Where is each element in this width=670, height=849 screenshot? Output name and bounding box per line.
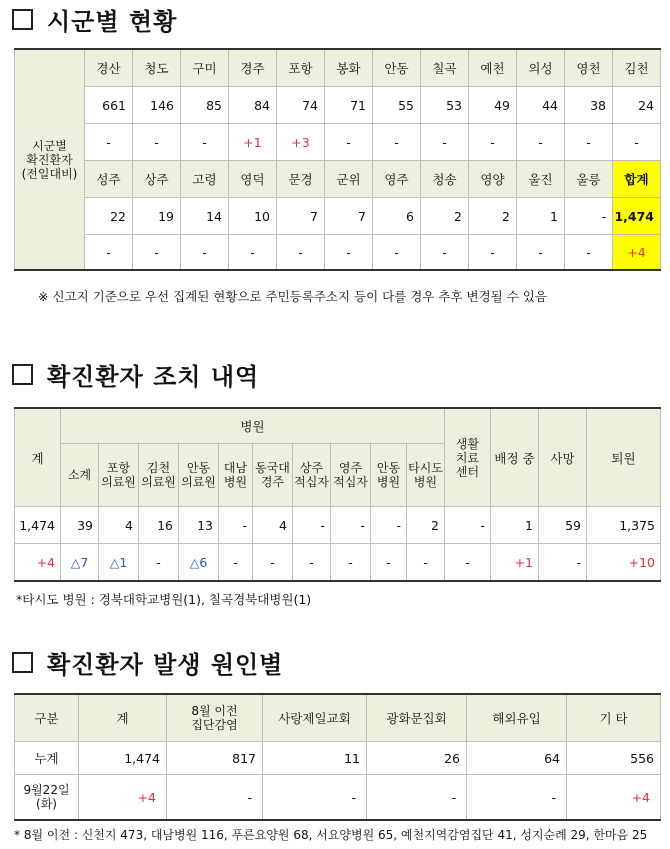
cause-header: 구분 bbox=[15, 694, 79, 742]
table-row bbox=[15, 87, 661, 124]
cause-date-label: 9월22일 (화) bbox=[15, 775, 79, 821]
region-count: 38 bbox=[565, 87, 613, 124]
region-count: 10 bbox=[229, 198, 277, 235]
hospital-col: 김천 의료원 bbox=[139, 444, 179, 507]
hospital-col: 타시도 병원 bbox=[407, 444, 445, 507]
region-name: 경주 bbox=[229, 49, 277, 87]
region-count: 661 bbox=[85, 87, 133, 124]
region-change: - bbox=[133, 235, 181, 271]
measures-table bbox=[14, 407, 661, 582]
hospital-col: 소계 bbox=[61, 444, 99, 507]
table-row bbox=[15, 124, 661, 161]
measure-count: - bbox=[371, 507, 407, 544]
cause-header: 사랑제일교회 bbox=[263, 694, 367, 742]
region-name: 청송 bbox=[421, 161, 469, 198]
measure-count: - bbox=[331, 507, 371, 544]
region-change: - bbox=[469, 235, 517, 271]
region-name: 영덕 bbox=[229, 161, 277, 198]
hospital-col: 영주 적십자 bbox=[331, 444, 371, 507]
measure-change: - bbox=[253, 544, 293, 582]
region-change: - bbox=[421, 124, 469, 161]
measure-change: △7 bbox=[61, 544, 99, 582]
measure-count: 2 bbox=[407, 507, 445, 544]
region-name: 울릉 bbox=[565, 161, 613, 198]
cause-header: 8월 이전 집단감염 bbox=[167, 694, 263, 742]
cause-date-value: - bbox=[367, 775, 467, 821]
region-name: 상주 bbox=[133, 161, 181, 198]
checkbox-square-icon bbox=[12, 652, 33, 673]
region-name: 예천 bbox=[469, 49, 517, 87]
hospital-col: 동국대 경주 bbox=[253, 444, 293, 507]
table-row bbox=[15, 408, 661, 444]
measure-change: △1 bbox=[99, 544, 139, 582]
hospital-col: 포항 의료원 bbox=[99, 444, 139, 507]
col-death: 사망 bbox=[539, 408, 587, 507]
region-change: - bbox=[517, 124, 565, 161]
region-count: 6 bbox=[373, 198, 421, 235]
col-discharge: 퇴원 bbox=[587, 408, 661, 507]
section-title-measures: 확진환자 조치 내역 bbox=[12, 357, 259, 392]
table-row bbox=[15, 198, 661, 235]
measure-count: 59 bbox=[539, 507, 587, 544]
region-name: 군위 bbox=[325, 161, 373, 198]
region-name: 구미 bbox=[181, 49, 229, 87]
region-count: 7 bbox=[325, 198, 373, 235]
cause-header: 해외유입 bbox=[467, 694, 567, 742]
cause-date-value: +4 bbox=[567, 775, 661, 821]
table-row bbox=[15, 507, 661, 544]
cause-header: 계 bbox=[79, 694, 167, 742]
causes-table bbox=[14, 693, 661, 821]
cause-header: 기 타 bbox=[567, 694, 661, 742]
region-name: 경산 bbox=[85, 49, 133, 87]
region-change: - bbox=[181, 124, 229, 161]
region-change: - bbox=[181, 235, 229, 271]
cause-cumulative: 556 bbox=[567, 742, 661, 775]
region-count: 44 bbox=[517, 87, 565, 124]
measure-change: - bbox=[331, 544, 371, 582]
cause-date-value: - bbox=[167, 775, 263, 821]
col-hospital: 병원 bbox=[61, 408, 445, 444]
region-count: 2 bbox=[469, 198, 517, 235]
region-name: 고령 bbox=[181, 161, 229, 198]
region-count: - bbox=[565, 198, 613, 235]
measure-count: - bbox=[445, 507, 491, 544]
region-count: 71 bbox=[325, 87, 373, 124]
region-change: +1 bbox=[229, 124, 277, 161]
region-count: 84 bbox=[229, 87, 277, 124]
measure-change: - bbox=[445, 544, 491, 582]
region-name: 합계 bbox=[613, 161, 661, 198]
measure-change: - bbox=[139, 544, 179, 582]
cause-date-value: - bbox=[467, 775, 567, 821]
table-row bbox=[15, 161, 661, 198]
measure-count: - bbox=[219, 507, 253, 544]
region-change: +3 bbox=[277, 124, 325, 161]
region-change: +4 bbox=[613, 235, 661, 271]
region-count: 1,474 bbox=[613, 198, 661, 235]
measure-count: 1,375 bbox=[587, 507, 661, 544]
col-assign: 배정 중 bbox=[491, 408, 539, 507]
hospital-col: 안동 병원 bbox=[371, 444, 407, 507]
region-count: 49 bbox=[469, 87, 517, 124]
region-count: 74 bbox=[277, 87, 325, 124]
measure-change: +10 bbox=[587, 544, 661, 582]
regional-table bbox=[14, 48, 661, 271]
section-title-causes: 확진환자 발생 원인별 bbox=[12, 645, 283, 680]
region-change: - bbox=[469, 124, 517, 161]
hospital-col: 안동 의료원 bbox=[179, 444, 219, 507]
region-count: 2 bbox=[421, 198, 469, 235]
region-name: 칠곡 bbox=[421, 49, 469, 87]
measure-count: - bbox=[293, 507, 331, 544]
region-count: 146 bbox=[133, 87, 181, 124]
region-change: - bbox=[325, 124, 373, 161]
region-name: 봉화 bbox=[325, 49, 373, 87]
region-change: - bbox=[373, 235, 421, 271]
checkbox-square-icon bbox=[12, 364, 33, 385]
measure-count: 4 bbox=[253, 507, 293, 544]
region-count: 1 bbox=[517, 198, 565, 235]
region-name: 영천 bbox=[565, 49, 613, 87]
region-change: - bbox=[85, 235, 133, 271]
region-change: - bbox=[85, 124, 133, 161]
cause-cumulative: 26 bbox=[367, 742, 467, 775]
region-count: 7 bbox=[277, 198, 325, 235]
measure-count: 39 bbox=[61, 507, 99, 544]
region-count: 85 bbox=[181, 87, 229, 124]
region-name: 포항 bbox=[277, 49, 325, 87]
table-row bbox=[15, 235, 661, 271]
measure-change: - bbox=[539, 544, 587, 582]
region-count: 22 bbox=[85, 198, 133, 235]
measure-count: 1,474 bbox=[15, 507, 61, 544]
cause-cumulative: 11 bbox=[263, 742, 367, 775]
measure-change: - bbox=[371, 544, 407, 582]
cause-header: 광화문집회 bbox=[367, 694, 467, 742]
region-change: - bbox=[517, 235, 565, 271]
region-change: - bbox=[613, 124, 661, 161]
region-change: - bbox=[565, 124, 613, 161]
table-row bbox=[15, 775, 661, 821]
region-change: - bbox=[373, 124, 421, 161]
region-count: 19 bbox=[133, 198, 181, 235]
col-total: 계 bbox=[15, 408, 61, 507]
measure-change: - bbox=[293, 544, 331, 582]
region-name: 영양 bbox=[469, 161, 517, 198]
region-change: - bbox=[229, 235, 277, 271]
col-center: 생활 치료 센터 bbox=[445, 408, 491, 507]
side-label: 시군별 확진환자 (전일대비) bbox=[15, 49, 85, 270]
hospital-col: 상주 적십자 bbox=[293, 444, 331, 507]
region-name: 안동 bbox=[373, 49, 421, 87]
cause-cumulative: 누계 bbox=[15, 742, 79, 775]
measure-change: +4 bbox=[15, 544, 61, 582]
cause-cumulative: 817 bbox=[167, 742, 263, 775]
hospital-col: 대남 병원 bbox=[219, 444, 253, 507]
region-name: 김천 bbox=[613, 49, 661, 87]
region-count: 53 bbox=[421, 87, 469, 124]
region-count: 55 bbox=[373, 87, 421, 124]
region-change: - bbox=[325, 235, 373, 271]
region-name: 문경 bbox=[277, 161, 325, 198]
measure-count: 13 bbox=[179, 507, 219, 544]
cause-cumulative: 64 bbox=[467, 742, 567, 775]
causes-footnote: * 8월 이전 : 신천지 473, 대남병원 116, 푸른요양원 68, 서요양병원 65, 예천지역감염집단 41, 성지순례 29, 한마음 25 bbox=[14, 828, 648, 842]
region-change: - bbox=[421, 235, 469, 271]
region-name: 청도 bbox=[133, 49, 181, 87]
region-name: 영주 bbox=[373, 161, 421, 198]
measure-change: +1 bbox=[491, 544, 539, 582]
section-title-regional: 시군별 현황 bbox=[12, 2, 177, 37]
table-row bbox=[15, 742, 661, 775]
measure-count: 16 bbox=[139, 507, 179, 544]
cause-cumulative: 1,474 bbox=[79, 742, 167, 775]
region-change: - bbox=[133, 124, 181, 161]
regional-footnote: ※ 신고지 기준으로 우선 집계된 현황으로 주민등록주소지 등이 다를 경우 추후 변경될 수 있음 bbox=[38, 289, 547, 304]
measure-count: 4 bbox=[99, 507, 139, 544]
region-name: 울진 bbox=[517, 161, 565, 198]
region-name: 의성 bbox=[517, 49, 565, 87]
table-row bbox=[15, 544, 661, 582]
table-row bbox=[15, 694, 661, 742]
region-change: - bbox=[277, 235, 325, 271]
region-name: 성주 bbox=[85, 161, 133, 198]
table-row bbox=[15, 49, 661, 87]
measure-change: - bbox=[407, 544, 445, 582]
measure-change: - bbox=[219, 544, 253, 582]
cause-date-value: - bbox=[263, 775, 367, 821]
cause-date-value: +4 bbox=[79, 775, 167, 821]
region-change: - bbox=[565, 235, 613, 271]
region-count: 24 bbox=[613, 87, 661, 124]
region-count: 14 bbox=[181, 198, 229, 235]
checkbox-square-icon bbox=[12, 9, 33, 30]
measure-change: △6 bbox=[179, 544, 219, 582]
measure-count: 1 bbox=[491, 507, 539, 544]
measures-footnote: *타시도 병원 : 경북대학교병원(1), 칠곡경북대병원(1) bbox=[16, 592, 312, 607]
